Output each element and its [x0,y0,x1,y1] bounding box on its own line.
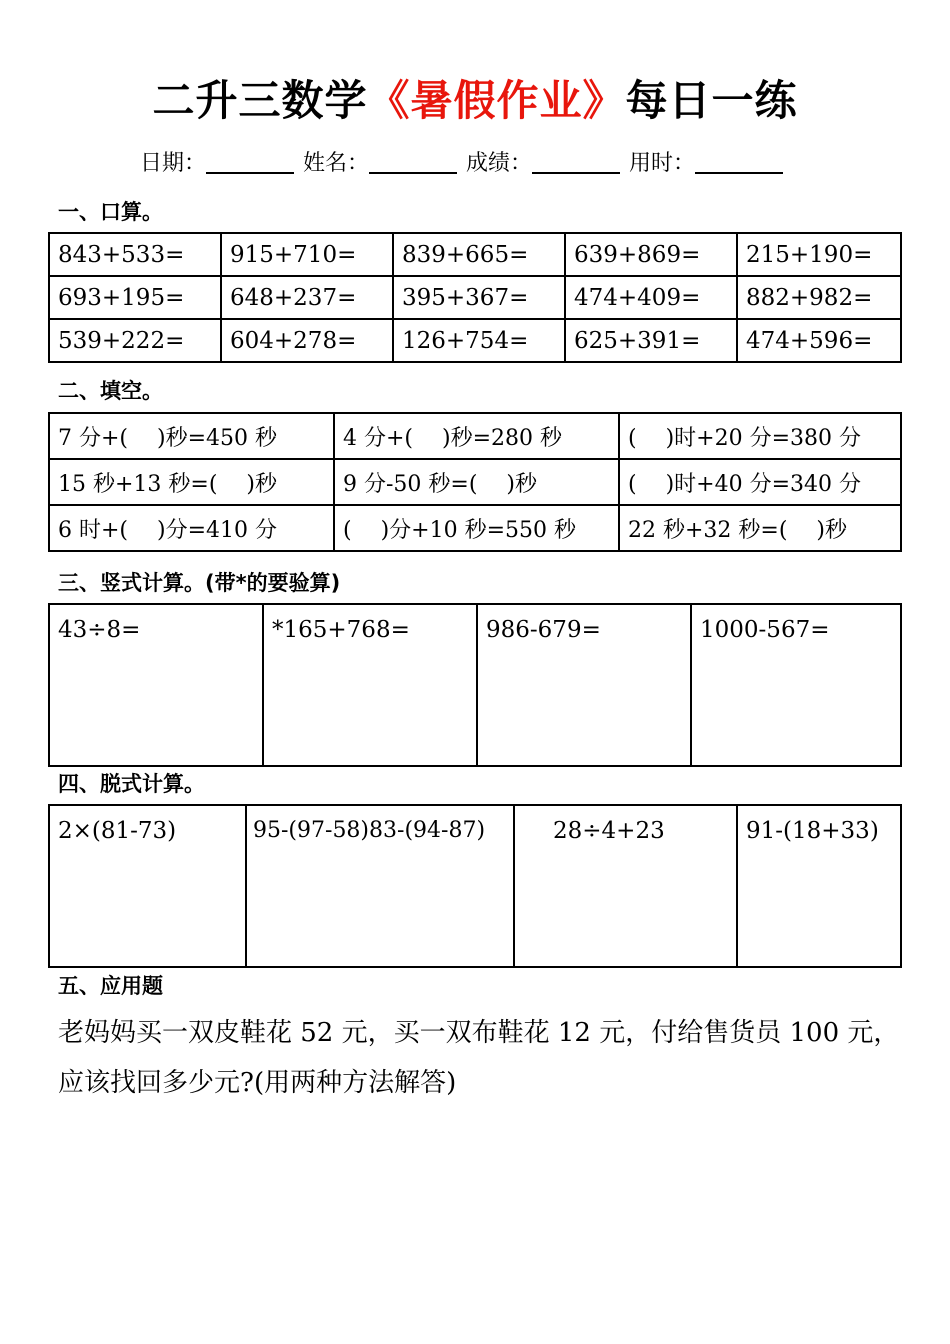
oral-table [48,232,902,363]
oral-cell[interactable]: 839+665= [393,233,565,276]
oral-cell[interactable]: 395+367= [393,276,565,319]
fill-table [48,412,902,552]
name-label: 姓名： [303,151,370,176]
stepwise-cell[interactable]: 95-(97-58)83-(94-87) [246,805,514,967]
oral-cell[interactable]: 474+409= [565,276,737,319]
fill-cell[interactable]: 4 分+( )秒=280 秒 [334,413,619,459]
vertical-cell[interactable]: 43÷8= [49,604,263,766]
table-row [49,604,901,766]
fill-cell[interactable]: 7 分+( )秒=450 秒 [49,413,334,459]
fill-cell[interactable]: 22 秒+32 秒=( )秒 [619,505,901,551]
title-part3: 每日一练 [625,76,798,125]
table-row [49,319,901,362]
fill-cell[interactable]: 6 时+( )分=410 分 [49,505,334,551]
section-fill: 二、填空。 [58,379,163,403]
score-label: 成绩： [466,151,533,176]
oral-cell[interactable]: 693+195= [49,276,221,319]
section-vertical: 三、竖式计算。(带*的要验算) [58,571,341,595]
date-blank[interactable] [206,148,294,174]
info-line [140,146,785,177]
table-row [49,459,901,505]
section-word-problem: 五、应用题 [58,974,163,998]
vertical-cell[interactable]: 1000-567= [691,604,901,766]
stepwise-cell[interactable]: 2×(81-73) [49,805,246,967]
oral-cell[interactable]: 126+754= [393,319,565,362]
date-label: 日期： [140,151,207,176]
fill-cell[interactable]: ( )时+40 分=340 分 [619,459,901,505]
table-row [49,276,901,319]
oral-cell[interactable]: 639+869= [565,233,737,276]
score-blank[interactable] [532,148,620,174]
oral-cell[interactable]: 843+533= [49,233,221,276]
table-row [49,805,901,967]
section-oral: 一、口算。 [58,200,163,224]
name-blank[interactable] [369,148,457,174]
fill-cell[interactable]: 15 秒+13 秒=( )秒 [49,459,334,505]
oral-cell[interactable]: 474+596= [737,319,901,362]
stepwise-cell[interactable]: 91-(18+33) [737,805,901,967]
fill-cell[interactable]: ( )分+10 秒=550 秒 [334,505,619,551]
table-row [49,233,901,276]
fill-cell[interactable]: 9 分-50 秒=( )秒 [334,459,619,505]
oral-cell[interactable]: 215+190= [737,233,901,276]
vertical-cell[interactable]: *165+768= [263,604,477,766]
word-problem-text: 老妈妈买一双皮鞋花 52 元，买一双布鞋花 12 元，付给售货员 100 元，应该找回多少元?(用两种方法解答) [58,1018,900,1098]
oral-cell[interactable]: 604+278= [221,319,393,362]
title-part2: 《暑假作业》 [367,76,626,125]
oral-cell[interactable]: 882+982= [737,276,901,319]
stepwise-table [48,804,902,968]
oral-cell[interactable]: 625+391= [565,319,737,362]
time-label: 用时： [629,151,696,176]
table-row [49,413,901,459]
fill-cell[interactable]: ( )时+20 分=380 分 [619,413,901,459]
oral-cell[interactable]: 648+237= [221,276,393,319]
time-blank[interactable] [695,148,783,174]
stepwise-cell[interactable]: 28÷4+23 [514,805,737,967]
section-stepwise: 四、脱式计算。 [58,772,205,796]
vertical-cell[interactable]: 986-679= [477,604,691,766]
title-part1: 二升三数学 [152,76,368,125]
oral-cell[interactable]: 539+222= [49,319,221,362]
oral-cell[interactable]: 915+710= [221,233,393,276]
table-row [49,505,901,551]
vertical-table [48,603,902,767]
page-title [0,68,950,128]
